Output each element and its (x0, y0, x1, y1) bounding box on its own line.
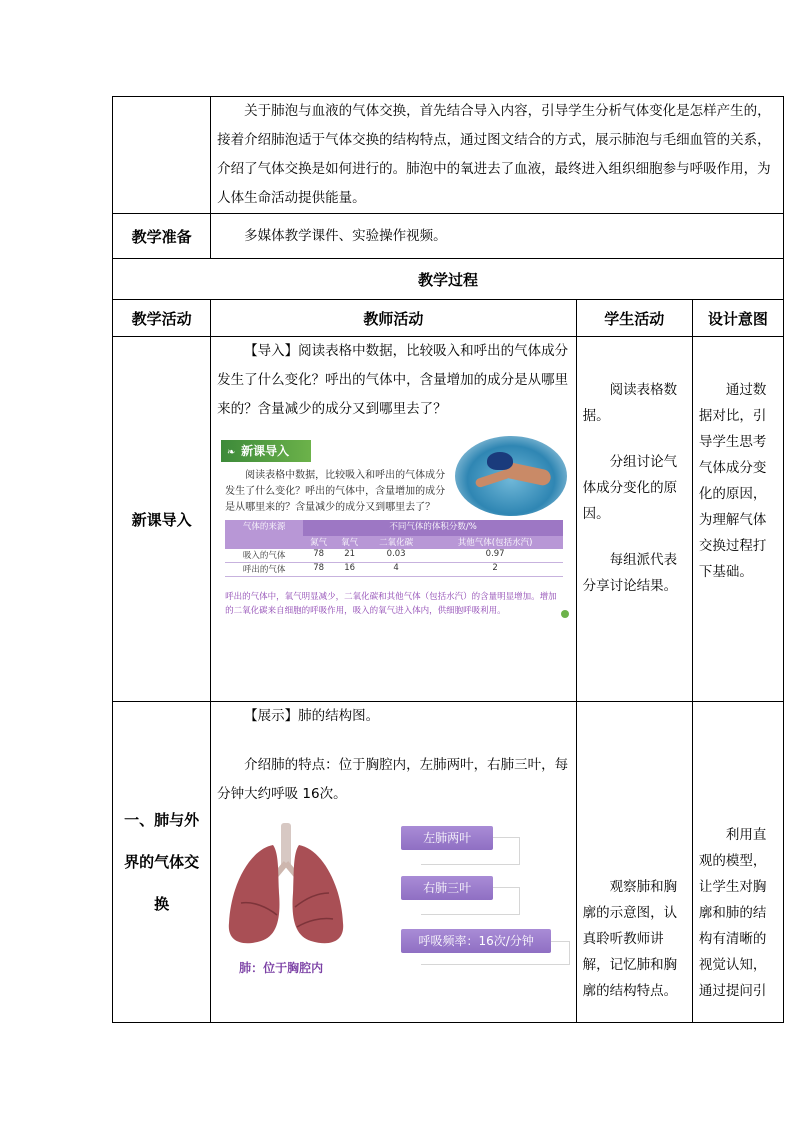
prep-content: 多媒体教学课件、实验操作视频。 (244, 227, 447, 244)
row1-intent: 通过数据对比，引导学生思考气体成分变化的原因，为理解气体交换过程打下基础。 (698, 382, 767, 580)
gas-value: 0.03 (365, 549, 427, 563)
gas-composition-table (225, 520, 563, 577)
row1-student-3: 每组派代表分享讨论结果。 (582, 552, 678, 594)
header-student: 学生活动 (576, 300, 692, 337)
slide-title-banner: ❧ 新课导入 (221, 440, 311, 462)
gas-group-header: 不同气体的体积分数/% (303, 520, 563, 536)
gas-value: 2 (427, 563, 563, 577)
gas-value: 16 (334, 563, 365, 577)
gas-value: 78 (303, 563, 334, 577)
row1-student-cell (576, 337, 692, 702)
header-intent: 设计意图 (692, 300, 783, 337)
swimmer-image (455, 436, 567, 516)
row1-teacher-text: 【导入】阅读表格中数据，比较吸入和呼出的气体成分发生了什么变化？呼出的气体中，含量增加的成分是从哪里来的？含量减少的成分又到哪里去了？ (217, 343, 569, 417)
slide-dot-icon (561, 610, 569, 618)
row2-intent: 利用直观的模型，让学生对胸廓和肺的结构有清晰的视觉认知，通过提问引 (698, 827, 767, 999)
process-title: 教学过程 (113, 259, 784, 300)
gas-row-label: 吸入的气体 (225, 549, 303, 563)
lungs-illustration (221, 823, 351, 953)
row2-teacher-show: 【展示】肺的结构图。 (244, 708, 380, 724)
gas-value: 21 (334, 549, 365, 563)
header-teacher: 教师活动 (211, 300, 577, 337)
intro-paragraph: 关于肺泡与血液的气体交换，首先结合导入内容，引导学生分析气体变化是怎样产生的，接着介绍肺泡适于气体交换的结构特点，通过图文结合的方式，展示肺泡与毛细血管的关系，介绍了气体交换是如何进行的。肺泡中的氧进去了血液，最终进入组织细胞参与呼吸作用，为人体生命活动提供能量。 (217, 103, 771, 206)
lung-caption: 肺：位于胸腔内 (239, 961, 324, 975)
row1-teacher-cell (211, 337, 577, 702)
intro-label-cell (113, 97, 211, 214)
row2-student-cell (576, 702, 692, 1023)
gas-value: 0.97 (427, 549, 563, 563)
gas-col: 氧气 (334, 536, 365, 549)
prep-label: 教学准备 (113, 214, 211, 259)
left-lung-label: 左肺两叶 (401, 826, 493, 850)
lung-slide (221, 823, 569, 989)
intro-slide (221, 436, 569, 624)
gas-col: 其他气体(包括水汽) (427, 536, 563, 549)
row1-student-2: 分组讨论气体成分变化的原因。 (582, 454, 678, 522)
prep-cell (211, 214, 784, 259)
intro-cell (211, 97, 784, 214)
row2-teacher-cell (211, 702, 577, 1023)
row2-activity: 一、肺与外界的气体交换 (124, 811, 200, 913)
gas-row-label: 呼出的气体 (225, 563, 303, 577)
gas-col: 二氧化碳 (365, 536, 427, 549)
row1-student-1: 阅读表格数据。 (582, 382, 678, 424)
breathing-rate-label: 呼吸频率：16次/分钟 (401, 929, 551, 953)
row1-intent-cell (692, 337, 783, 702)
leaf-icon: ❧ (226, 447, 236, 458)
right-lung-label: 右肺三叶 (401, 876, 493, 900)
header-activity: 教学活动 (113, 300, 211, 337)
slide-text: 阅读表格中数据，比较吸入和呼出的气体成分发生了什么变化？呼出的气体中，含量增加的成分是从哪里来的？含量减少的成分又到哪里去了？ (225, 470, 446, 513)
row1-activity: 新课导入 (113, 337, 211, 702)
row2-intent-cell (692, 702, 783, 1023)
lesson-plan-table (112, 96, 784, 1023)
gas-value: 78 (303, 549, 334, 563)
gas-value: 4 (365, 563, 427, 577)
row2-activity-cell (113, 702, 211, 1023)
row2-teacher-intro: 介绍肺的特点：位于胸腔内，左肺两叶，右肺三叶，每分钟大约呼吸 16次。 (217, 757, 569, 802)
row2-student: 观察肺和胸廓的示意图，认真聆听教师讲解，记忆肺和胸廓的结构特点。 (582, 879, 678, 999)
gas-col: 氮气 (303, 536, 334, 549)
slide-note: 呼出的气体中，氧气明显减少，二氧化碳和其他气体（包括水汽）的含量明显增加。增加的二氧化碳来自细胞的呼吸作用，吸入的氧气进入体内，供细胞呼吸利用。 (225, 592, 557, 616)
gas-source-header: 气体的来源 (225, 520, 303, 549)
